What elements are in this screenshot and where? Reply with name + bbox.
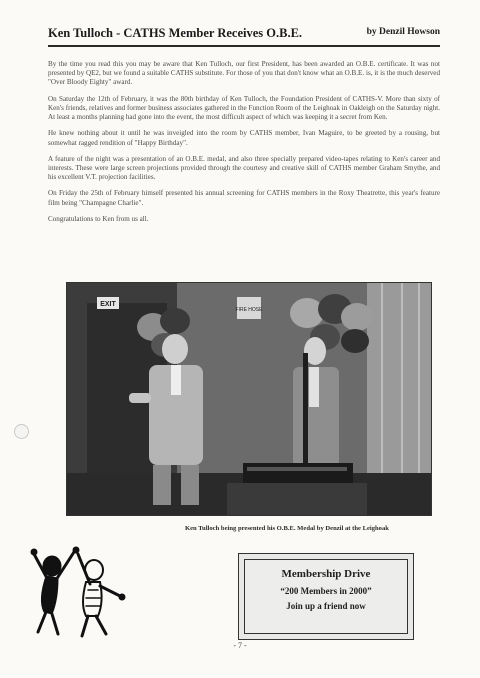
- article-paragraph: On Friday the 25th of February himself presented his annual screening for CATHS members in the Roxy Theatrette, this year's feature film being "Champagne Charlie".: [48, 189, 440, 207]
- article-paragraph: By the time you read this you may be aware that Ken Tulloch, our first President, has been awarded an O.B.E. certificate. It was not presented by QE2, but we found a suitable CATHS substitute. For those of you that don't know what an O.B.E. is, it is the much deserved "Over Bloody Eighty" award.: [48, 60, 440, 87]
- membership-drive-cta: Join up a friend now: [286, 601, 366, 611]
- article-paragraph: On Saturday the 12th of February, it was the 80th birthday of Ken Tulloch, the Foundation President of CATHS-V. More than sixty of Ken's friends, relatives and former business associates gathered in the Function Room of the Leighoak in Oakleigh on the Saturday night. At least a months planning had gone into the event, the most difficult aspect of which was keeping it a secret from Ken.: [48, 94, 440, 122]
- article-paragraph: Congratulations to Ken from us all.: [48, 214, 149, 223]
- fire-hose-sign: FIRE HOSE: [235, 307, 263, 313]
- article-paragraph: A feature of the night was a presentation of an O.B.E. medal, and also three specially prepared video-tapes relating to Ken's career and interests. These were large screen projections provided through the courtesy and creative skill of CATHS member Graham Smythe, and his excellent V.T. projection facilities.: [48, 154, 440, 182]
- dancing-figures-illustration: [28, 540, 138, 640]
- membership-drive-panel: [244, 559, 408, 634]
- membership-drive-box: [238, 553, 414, 640]
- event-photo: [66, 282, 432, 516]
- membership-drive-title: Membership Drive: [281, 568, 371, 580]
- article-title: Ken Tulloch - CATHS Member Receives O.B.E.: [48, 26, 303, 40]
- page-number: - 7 -: [233, 641, 247, 650]
- binder-hole: [14, 424, 29, 439]
- header-rule: [48, 45, 440, 47]
- exit-sign: EXIT: [100, 301, 116, 308]
- article-body: [48, 60, 440, 231]
- photo-caption: Ken Tulloch being presented his O.B.E. Medal by Denzil at the Leighoak: [185, 525, 389, 532]
- page-header: [48, 26, 440, 46]
- article-byline: by Denzil Howson: [366, 27, 440, 37]
- membership-drive-slogan: “200 Members in 2000”: [280, 586, 372, 596]
- article-paragraph: He knew nothing about it until he was inveigled into the room by CATHS member, Ivan Maguire, to be greeted by a rousing, but somewhat ragged rendition of "Happy Birthday".: [48, 129, 440, 147]
